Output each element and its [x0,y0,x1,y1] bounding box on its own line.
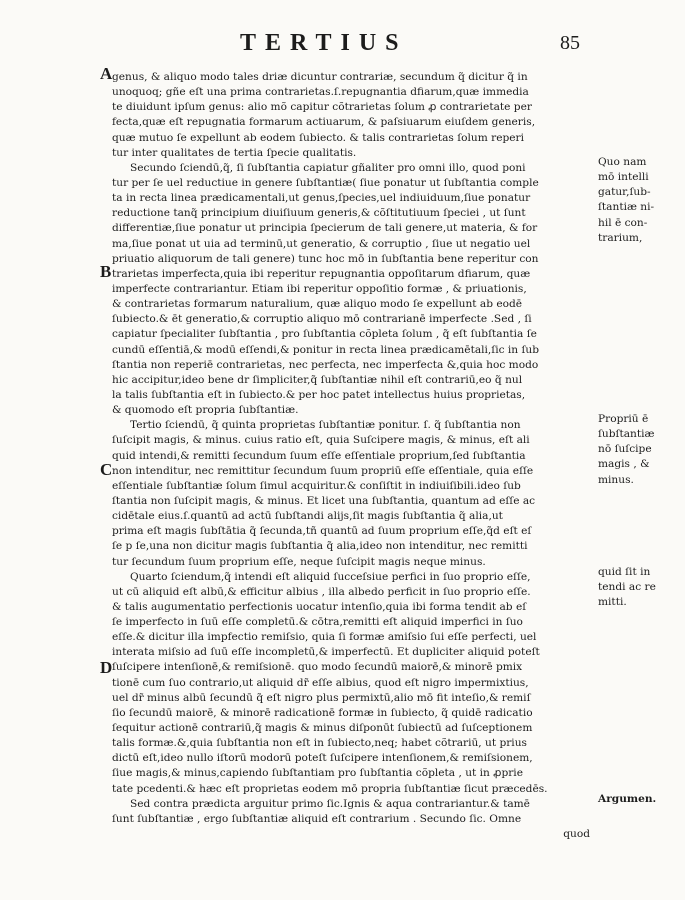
margin-note-line: gatur,ſub- [598,186,651,199]
text-line: tionē cum ſuo contrario,ut aliquid dr̃ eſſe albius, quod eſt nigro impermixtius, [112,676,529,689]
text-line: eſſe.& dicitur illa impfectio remiſsio, quia ſi formæ amiſsio ſui eſſe perfecti, uel [112,631,537,644]
text-line: quid intendi,& remitti ſecundum ſuum eſſe eſſentiale proprium,ſed ſubſtantia [112,449,526,462]
margin-note-line: magis , & [598,458,650,471]
page-number: 85 [560,32,580,54]
text-line: & quomodo eſt propria ſubſtantiæ. [112,404,299,417]
text-line: ſequitur actionē contrariū,q̃ magis & minus diſponūt ſubiectū ad ſuſceptionem [112,722,533,735]
text-line: cundū eſſentiā,& modū eſſendi,& ponitur in recta linea prædicamētali,ſic in ſub [112,343,539,356]
text-line: priuatio aliquorum de tali genere) tunc hoc mō in ſubſtantia bene reperitur con [112,252,539,265]
text-line: cidētale eius.ſ.quantū ad actū ſubſtandi alijs,ſit magis ſubſtantia q̃ alia,ut [112,510,503,523]
text-line: interata miſsio ad ſuū eſſe incompletū,& imperfectū. Et dupliciter aliquid poteſt [112,646,540,659]
margin-note-line: quid ſit in [598,566,651,578]
margin-note-line: hil ē con- [598,216,648,229]
text-line: capiatur ſpecialiter ſubſtantia , pro ſubſtantia cõpleta ſolum , q̃ eſt ſubſtantia ſe [112,328,537,341]
text-line: non intenditur, nec remittitur ſecundum ſuum propriū eſſe eſſentiale, quia eſſe [112,464,534,477]
text-line: ſunt ſubſtantiæ , ergo ſubſtantiæ aliquid eſt contrarium . Secundo ſic. Omne [112,812,522,825]
text-line: quæ mutuo ſe expellunt ab eodem ſubiecto. & talis contrarietas ſolum reperi [112,131,524,144]
text-line: genus, & aliquo modo tales driæ dicuntur contrariæ, secundum q̃ dicitur q̃ in [112,71,528,83]
text-line: trarietas imperfecta,quia ibi reperitur repugnantia oppoſitarum dfiarum, quæ [112,267,531,280]
text-line: Secundo ſciendū,q̃, ſi ſubſtantia capiatur gñaliter pro omni illo, quod poni [130,161,526,174]
text-line: tur inter qualitates de tertia ſpecie qualitatis. [112,146,357,159]
margin-note-line: Quo nam [598,156,647,168]
text-line: differentiæ,ſiue ponatur ut principia ſpecierum de tali genere,ut materia, & for [112,222,538,235]
catchword: quod [563,828,590,841]
text-line: te diuidunt ipſum genus: alio mõ capitur cõtrarietas ſolum ꝓ contrarietate per [112,101,532,114]
margin-note-line: minus. [598,473,634,486]
text-line: la talis ſubſtantia eſt in ſubiecto.& per hoc patet intellectus huius proprietas, [112,388,526,401]
text-line: imperfecte contrariantur. Etiam ibi reperitur oppoſitio formæ , & priuationis, [112,282,527,295]
margin-note-line: mō intelli [598,171,649,184]
text-line: ſtantia non reperiē contrarietas, nec perfecta, nec imperfecta &,quia hoc modo [112,358,539,371]
text-line: ſe p ſe,una non dicitur magis ſubſtantia q̃ alia,ideo non intenditur, nec remitti [112,540,528,553]
text-line: ſiue magis,& minus,capiendo ſubſtantiam pro ſubſtantia cõpleta , ut in ꝓprie [112,767,523,780]
text-line: tur ſecundum ſuum proprium eſſe, neque ſuſcipit magis neque minus. [112,555,486,568]
text-line: hic accipitur,ideo bene dr ſimpliciter,q̃ ſubſtantiæ nihil eſt contrariū,eo q̃ nul [112,373,523,386]
margin-note-argumen [598,792,682,807]
section-letter-d: D [100,658,113,677]
margin-note-line: ſtantiæ ni- [598,201,655,214]
text-line: eſſentiale ſubſtantiæ ſolum ſimul acquiritur.& conſiſtit in indiuiſibili.ideo ſub [112,479,521,492]
text-line: tate pcedenti.& hæc eſt proprietas eodem mō propria ſubſtantiæ ſicut præcedēs. [112,782,548,795]
text-line: uel dr̃ minus albū ſecundū q̃ eſt nigro plus permixtū,alio mō fit inteſio,& remiſ [112,691,531,704]
text-line: fecta,quæ eſt repugnatia formarum actiuarum, & paſsiuarum eiuſdem generis, [112,116,536,129]
margin-note-line: Argumen. [598,793,657,805]
text-line: Quarto ſciendum,q̃ intendi eſt aliquid ſucceſsiue perfici in ſuo proprio eſſe, [130,570,531,583]
text-line: ſuſcipit magis, & minus. cuius ratio eſt, quia Suſcipere magis, & minus, eſt ali [112,434,530,447]
margin-note-line: Propriū ē [598,413,649,425]
margin-note-substance-contrary [598,155,682,246]
main-text [112,70,590,842]
text-line: reductione tanq̃ principium diuiſiuum generis,& cõſtitutiuum ſpeciei , ut ſunt [112,207,526,220]
margin-note-line: tendi ac re [598,581,656,594]
section-letter-a: A [100,64,113,83]
margin-note-intendi [598,565,682,610]
text-line: talis formæ.&,quia ſubſtantia non eſt in ſubiecto,neq; habet cõtrariū, ut prius [112,737,527,750]
text-line: prima eſt magis ſubſtātia q̃ ſecunda,tñ quantū ad ſuum proprium eſſe,q̃d eſt eſ [112,525,532,538]
text-line: ma,ſiue ponat ut uia ad terminū,ut generatio, & corruptio , ſiue ut negatio uel [112,237,531,250]
text-line: tur per ſe uel reductiue in genere ſubſtantiæ( ſiue ponatur ut ſubſtantia comple [112,176,539,189]
text-line: dictū eſt,ideo nullo iſtorū modorū poteſt ſuſcipere intenſionem,& remiſsionem, [112,752,533,765]
text-line: ſuſcipere intenſionē,& remiſsionē. quo modo ſecundū maiorē,& minorē pmix [112,661,523,674]
running-head: TERTIUS [240,30,408,56]
text-line: unoquoq; gñe eſt una prima contrarietas.ſ.repugnantia dfiarum,quæ immedia [112,86,529,99]
margin-note-line: mitti. [598,596,627,609]
text-line: Tertio ſciendū, q̃ quinta proprietas ſubſtantiæ ponitur. ſ. q̃ ſubſtantia non [130,419,521,432]
text-line: Sed contra prædicta arguitur primo ſic.Ignis & aqua contrariantur.& tamē [130,797,530,810]
text-line: ut cū aliquid eſt albū,& efficitur albius , illa albedo perficit in ſuo proprio eſſe. [112,585,531,598]
text-line: & talis augumentatio perfectionis uocatur intenſio,quia ibi forma tendit ab eſ [112,600,527,613]
text-line: ſio ſecundū maiorē, & minorē radicationē formæ in ſubiecto, q̃ quidē radicatio [112,706,533,719]
margin-note-line: ſubſtantiæ [598,428,655,441]
text-line: ta in recta linea prædicamentali,ut genus,ſpecies,uel indiuiduum,ſiue ponatur [112,192,531,205]
text-line: ſtantia non ſuſcipit magis, & minus. Et licet una ſubſtantia, quantum ad eſſe ac [112,494,536,507]
margin-note-line: trarium, [598,231,643,244]
margin-note-proprium [598,412,682,488]
text-line: ſubiecto.& ēt generatio,& corruptio aliquo mō contrarianē imperfecte .Sed , ſi [112,313,532,326]
text-line: ſe imperfecto in ſuū eſſe completū.& cōtra,remitti eſt aliquid imperfici in ſuo [112,616,523,629]
margin-note-line: nō ſuſcipe [598,443,652,456]
section-letter-b: B [100,262,112,281]
section-letter-c: C [100,460,113,479]
text-line: & contrarietas formarum naturalium, quæ aliquo modo ſe expellunt ab eodē [112,298,523,311]
